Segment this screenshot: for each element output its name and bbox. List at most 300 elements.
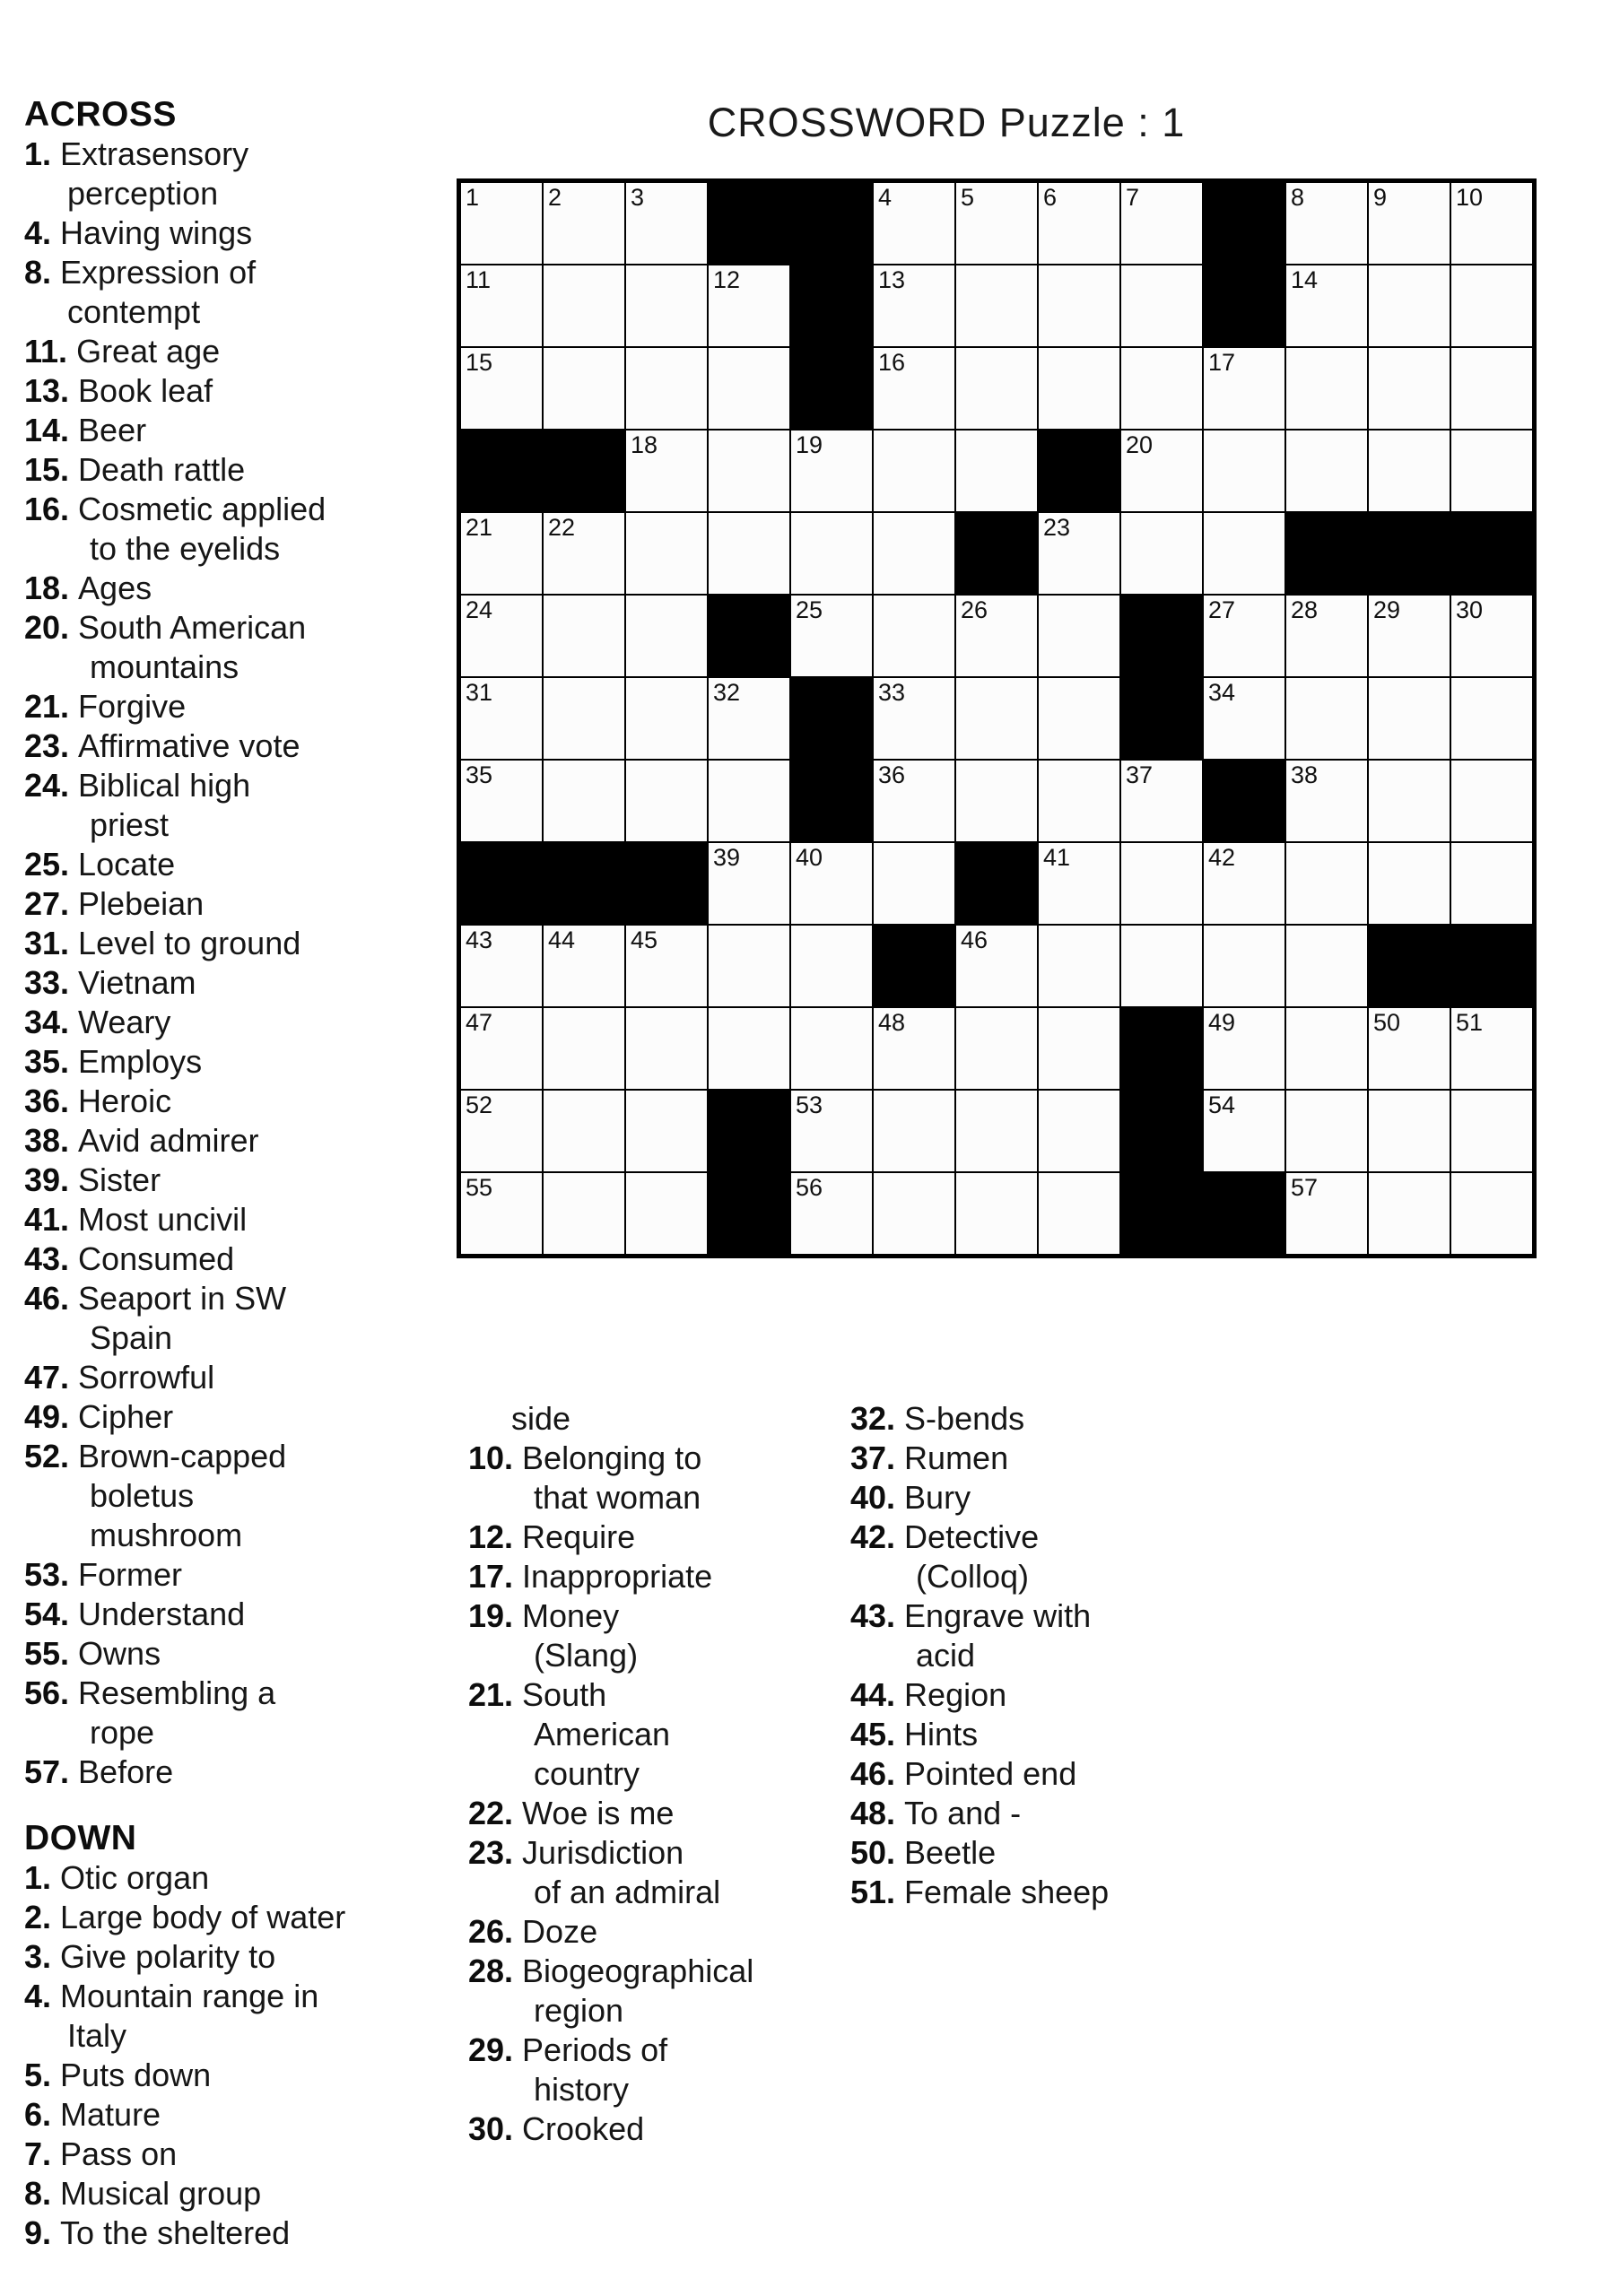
grid-cell-black [1285,512,1368,595]
cell-number: 2 [548,184,562,211]
clue-number: 40. [850,1479,896,1516]
cell-number: 22 [548,514,576,541]
clue-line: 32. S-bends [850,1400,1025,1437]
grid-cell[interactable] [873,512,955,595]
cell-number: 34 [1208,679,1236,706]
grid-cell[interactable] [708,512,790,595]
grid-cell[interactable] [1285,677,1368,760]
grid-cell[interactable] [1038,677,1120,760]
grid-cell[interactable] [1285,182,1368,265]
grid-cell-black [790,760,873,842]
clue-number: 25. [24,846,70,883]
clue-number: 52. [24,1438,70,1474]
grid-cell[interactable] [1120,347,1203,430]
grid-cell[interactable] [708,430,790,512]
clue-number: 42. [850,1518,896,1555]
clue-number: 47. [24,1359,70,1396]
grid-cell-black [790,347,873,430]
clue-line: 4. Mountain range in [24,1978,319,2014]
grid-cell-black [1120,1172,1203,1255]
clue-line: 17. Inappropriate [468,1558,713,1595]
grid-cell-black [1120,1007,1203,1090]
grid-cell[interactable] [543,760,625,842]
grid-cell[interactable] [1285,925,1368,1007]
grid-cell[interactable] [873,1172,955,1255]
clue-line: 33. Vietnam [24,964,196,1001]
grid-cell[interactable] [1203,842,1285,925]
clue-line: 22. Woe is me [468,1795,675,1831]
grid-cell[interactable] [1368,842,1450,925]
clue-number: 27. [24,885,70,922]
clue-line: American [534,1716,671,1752]
clue-number: 34. [24,1004,70,1040]
grid-cell[interactable] [1450,842,1533,925]
grid-cell[interactable] [708,760,790,842]
clue-number: 22. [468,1795,514,1831]
down-clue-lines-middle [468,1399,753,2149]
clue-number: 20. [24,609,70,646]
clue-line: 54. Understand [24,1596,246,1632]
grid-cell[interactable] [625,1172,708,1255]
clue-line: region [534,1992,624,2029]
clue-number: 49. [24,1398,70,1435]
grid-cell[interactable] [1120,430,1203,512]
grid-cell[interactable] [1120,760,1203,842]
grid-cell[interactable] [955,1172,1038,1255]
cell-number: 4 [878,184,893,211]
clue-number: 26. [468,1913,514,1950]
grid-cell[interactable] [543,1007,625,1090]
clue-line: 19. Money [468,1597,620,1634]
grid-cell[interactable] [625,925,708,1007]
grid-cell[interactable] [1450,1172,1533,1255]
clue-number: 38. [24,1122,70,1159]
grid-cell[interactable] [955,595,1038,677]
crossword-grid [457,178,1537,1258]
grid-cell[interactable] [543,595,625,677]
grid-cell[interactable] [955,1007,1038,1090]
clue-line: (Slang) [534,1637,639,1674]
clue-line: 57. Before [24,1753,174,1790]
cell-number: 7 [1126,184,1140,211]
clue-line: 8. Musical group [24,2175,262,2212]
grid-cell[interactable] [708,925,790,1007]
clue-line: side [511,1400,571,1437]
cell-number: 41 [1043,844,1071,871]
clue-line: 13. Book leaf [24,372,213,409]
cell-number: 29 [1373,596,1401,623]
grid-cell[interactable] [625,595,708,677]
grid-cell[interactable] [1120,182,1203,265]
clue-number: 44. [850,1676,896,1713]
clue-number: 29. [468,2031,514,2068]
grid-cell[interactable] [790,925,873,1007]
cell-number: 26 [961,596,988,623]
grid-cell[interactable] [460,925,543,1007]
clue-line: 50. Beetle [850,1834,997,1871]
cell-number: 23 [1043,514,1071,541]
grid-cell[interactable] [460,1172,543,1255]
grid-cell-black [625,842,708,925]
clue-number: 48. [850,1795,896,1831]
grid-cell[interactable] [873,182,955,265]
cell-number: 15 [466,349,493,376]
grid-cell[interactable] [708,347,790,430]
grid-cell[interactable] [1203,595,1285,677]
grid-cell-black [1203,760,1285,842]
clue-number: 51. [850,1874,896,1910]
cell-number: 25 [796,596,823,623]
clue-line: priest [90,806,170,843]
clue-number: 30. [468,2110,514,2147]
grid-cell[interactable] [790,1007,873,1090]
grid-cell[interactable] [1285,430,1368,512]
grid-cell[interactable] [1368,1090,1450,1172]
grid-cell[interactable] [1285,1172,1368,1255]
grid-cell[interactable] [460,347,543,430]
clue-number: 11. [24,333,68,370]
grid-cell[interactable] [790,1172,873,1255]
clue-line: history [534,2071,630,2108]
clue-number: 13. [24,372,70,409]
grid-cell[interactable] [708,265,790,347]
clue-number: 55. [24,1635,70,1672]
clue-line: 53. Former [24,1556,183,1593]
clue-line: 46. Pointed end [850,1755,1077,1792]
grid-cell[interactable] [1450,1007,1533,1090]
clue-line: 24. Biblical high [24,767,251,804]
grid-cell[interactable] [1285,760,1368,842]
grid-cell[interactable] [790,595,873,677]
grid-cell[interactable] [1038,760,1120,842]
clue-number: 45. [850,1716,896,1752]
grid-cell[interactable] [1368,1172,1450,1255]
grid-cell[interactable] [625,265,708,347]
clue-line: 55. Owns [24,1635,161,1672]
grid-cell[interactable] [873,265,955,347]
grid-cell-black [1203,265,1285,347]
cell-number: 35 [466,761,493,788]
clue-line: 46. Seaport in SW [24,1280,287,1317]
grid-cell[interactable] [1120,512,1203,595]
grid-cell[interactable] [460,512,543,595]
clue-line: 9. To the sheltered [24,2214,291,2251]
clue-line: contempt [67,293,201,330]
cell-number: 56 [796,1174,823,1201]
grid-cell-black [1450,512,1533,595]
clue-line: 56. Resembling a [24,1674,276,1711]
grid-cell-black [460,430,543,512]
grid-cell[interactable] [955,430,1038,512]
cell-number: 44 [548,926,576,953]
clue-line: 26. Doze [468,1913,598,1950]
cell-number: 48 [878,1009,906,1036]
cell-number: 46 [961,926,988,953]
clue-line: 47. Sorrowful [24,1359,215,1396]
clue-line: 37. Rumen [850,1439,1009,1476]
clue-number: 8. [24,2175,52,2212]
clue-line: 49. Cipher [24,1398,174,1435]
grid-cell[interactable] [955,1090,1038,1172]
clue-line: 23. Jurisdiction [468,1834,684,1871]
grid-cell[interactable] [625,760,708,842]
across-header: ACROSS [24,95,177,134]
clue-line: 20. South American [24,609,307,646]
grid-cell[interactable] [790,1090,873,1172]
clue-line: Spain [90,1319,173,1356]
clue-number: 6. [24,2096,52,2133]
cell-number: 40 [796,844,823,871]
grid-cell[interactable] [1285,347,1368,430]
grid-cell[interactable] [1120,925,1203,1007]
grid-cell[interactable] [790,430,873,512]
clue-line: 7. Pass on [24,2135,178,2172]
grid-cell[interactable] [460,677,543,760]
grid-cell[interactable] [1203,1090,1285,1172]
grid-cell[interactable] [955,182,1038,265]
grid-cell[interactable] [1285,1007,1368,1090]
clue-line: 14. Beer [24,412,147,448]
grid-cell-black [955,512,1038,595]
grid-cell[interactable] [708,842,790,925]
grid-cell-black [1368,925,1450,1007]
grid-cell[interactable] [790,512,873,595]
grid-cell[interactable] [543,182,625,265]
grid-cell[interactable] [955,677,1038,760]
grid-cell[interactable] [625,677,708,760]
grid-cell[interactable] [1120,265,1203,347]
grid-cell[interactable] [625,512,708,595]
clue-number: 39. [24,1161,70,1198]
clue-number: 7. [24,2135,52,2172]
grid-cell[interactable] [1203,347,1285,430]
grid-cell[interactable] [955,347,1038,430]
grid-cell[interactable] [625,182,708,265]
clue-line: 44. Region [850,1676,1007,1713]
clue-number: 24. [24,767,70,804]
grid-cell[interactable] [873,760,955,842]
cell-number: 36 [878,761,906,788]
grid-cell-black [708,182,790,265]
grid-cell[interactable] [1450,265,1533,347]
grid-cell[interactable] [873,677,955,760]
clue-line: 23. Affirmative vote [24,727,300,764]
grid-cell[interactable] [1038,1007,1120,1090]
clue-number: 10. [468,1439,514,1476]
clue-line: 36. Heroic [24,1083,172,1119]
grid-cell[interactable] [1038,347,1120,430]
grid-cell[interactable] [1450,760,1533,842]
clue-line: perception [67,175,219,212]
grid-cell[interactable] [873,347,955,430]
clue-line: 51. Female sheep [850,1874,1110,1910]
clue-line: 15. Death rattle [24,451,246,488]
cell-number: 54 [1208,1091,1236,1118]
grid-cell[interactable] [1038,1172,1120,1255]
grid-cell[interactable] [708,677,790,760]
clue-line: 18. Ages [24,570,152,606]
grid-cell-black [790,677,873,760]
cell-number: 33 [878,679,906,706]
cell-number: 6 [1043,184,1058,211]
clue-line: 48. To and - [850,1795,1022,1831]
grid-cell[interactable] [955,760,1038,842]
grid-cell[interactable] [1368,595,1450,677]
grid-cell[interactable] [460,265,543,347]
clue-number: 46. [24,1280,70,1317]
grid-cell[interactable] [460,1090,543,1172]
grid-cell[interactable] [460,1007,543,1090]
clue-number: 33. [24,964,70,1001]
grid-cell-black [955,842,1038,925]
clue-number: 23. [468,1834,514,1871]
clue-line: 12. Require [468,1518,636,1555]
cell-number: 32 [713,679,741,706]
cell-number: 12 [713,266,741,293]
grid-cell[interactable] [873,842,955,925]
cell-number: 16 [878,349,906,376]
grid-cell-black [708,595,790,677]
grid-cell[interactable] [543,512,625,595]
grid-cell-black [708,1172,790,1255]
grid-cell[interactable] [1450,347,1533,430]
clue-line: (Colloq) [916,1558,1030,1595]
clue-column-right [850,1399,1109,1912]
clue-number: 3. [24,1938,52,1975]
clue-number: 4. [24,214,52,251]
grid-cell[interactable] [790,842,873,925]
grid-cell[interactable] [543,677,625,760]
clue-number: 12. [468,1518,514,1555]
grid-cell[interactable] [1450,595,1533,677]
grid-cell[interactable] [1120,842,1203,925]
clue-line: 45. Hints [850,1716,979,1752]
grid-cell[interactable] [1203,677,1285,760]
grid-cell[interactable] [1285,595,1368,677]
grid-cell[interactable] [708,1007,790,1090]
clue-number: 31. [24,925,70,961]
grid-cell[interactable] [1285,842,1368,925]
grid-cell[interactable] [543,347,625,430]
grid-cell[interactable] [1203,430,1285,512]
clue-number: 35. [24,1043,70,1080]
clue-line: 41. Most uncivil [24,1201,248,1238]
clue-line: 8. Expression of [24,254,257,291]
grid-cell[interactable] [1038,842,1120,925]
grid-cell[interactable] [873,430,955,512]
clue-number: 14. [24,412,70,448]
clue-line: 16. Cosmetic applied [24,491,327,527]
grid-cell-black [460,842,543,925]
clue-number: 8. [24,254,52,291]
grid-cell[interactable] [1368,347,1450,430]
cell-number: 9 [1373,184,1388,211]
grid-cell[interactable] [955,265,1038,347]
grid-cell[interactable] [873,595,955,677]
grid-cell[interactable] [1203,512,1285,595]
grid-cell[interactable] [1368,1007,1450,1090]
cell-number: 55 [466,1174,493,1201]
grid-cell[interactable] [1285,1090,1368,1172]
grid-cell[interactable] [625,1007,708,1090]
clue-number: 41. [24,1201,70,1238]
grid-cell[interactable] [543,925,625,1007]
grid-cell[interactable] [460,595,543,677]
cell-number: 3 [631,184,645,211]
grid-cell[interactable] [1450,182,1533,265]
grid-cell[interactable] [1450,430,1533,512]
clue-number: 5. [24,2057,52,2093]
clue-column-left [24,95,345,2253]
grid-cell[interactable] [460,760,543,842]
clue-line: 42. Detective [850,1518,1040,1555]
grid-cell[interactable] [1450,677,1533,760]
grid-cell[interactable] [1203,925,1285,1007]
clue-number: 57. [24,1753,70,1790]
grid-cell[interactable] [1038,182,1120,265]
grid-cell[interactable] [873,1090,955,1172]
cell-number: 24 [466,596,493,623]
clue-line: 3. Give polarity to [24,1938,276,1975]
clue-line: 10. Belonging to [468,1439,702,1476]
grid-cell[interactable] [873,1007,955,1090]
grid-cell[interactable] [625,430,708,512]
clue-line: 1. Otic organ [24,1859,210,1896]
grid-cell[interactable] [543,1172,625,1255]
clue-line: acid [916,1637,976,1674]
clue-line: 5. Puts down [24,2057,212,2093]
grid-cell[interactable] [1038,265,1120,347]
grid-cell[interactable] [460,182,543,265]
clue-number: 18. [24,570,70,606]
grid-cell[interactable] [1450,1090,1533,1172]
cell-number: 57 [1291,1174,1319,1201]
grid-cell[interactable] [625,1090,708,1172]
clue-line: 21. Forgive [24,688,187,725]
clue-line: to the eyelids [90,530,281,567]
down-clue-lines-left [24,1858,345,2253]
grid-cell[interactable] [543,1090,625,1172]
clue-line: Italy [67,2017,127,2054]
cell-number: 51 [1456,1009,1484,1036]
grid-cell[interactable] [1368,265,1450,347]
grid-cell[interactable] [1038,925,1120,1007]
clue-line: 38. Avid admirer [24,1122,259,1159]
grid-cell[interactable] [1285,265,1368,347]
grid-cell[interactable] [1038,1090,1120,1172]
grid-cell[interactable] [955,925,1038,1007]
cell-number: 52 [466,1091,493,1118]
grid-cell[interactable] [1368,182,1450,265]
cell-number: 47 [466,1009,493,1036]
clue-line: 35. Employs [24,1043,203,1080]
cell-number: 5 [961,184,975,211]
grid-cell[interactable] [1368,677,1450,760]
grid-cell[interactable] [1368,430,1450,512]
grid-cell-black [543,430,625,512]
clue-line: 40. Bury [850,1479,971,1516]
cell-number: 50 [1373,1009,1401,1036]
grid-cell[interactable] [1368,760,1450,842]
grid-cell[interactable] [543,265,625,347]
grid-cell[interactable] [1038,512,1120,595]
grid-cell-black [873,925,955,1007]
grid-cell[interactable] [1038,595,1120,677]
clue-column-middle [468,1399,753,2149]
grid-cell[interactable] [1203,1007,1285,1090]
grid-cell[interactable] [625,347,708,430]
grid-cell-black [1368,512,1450,595]
